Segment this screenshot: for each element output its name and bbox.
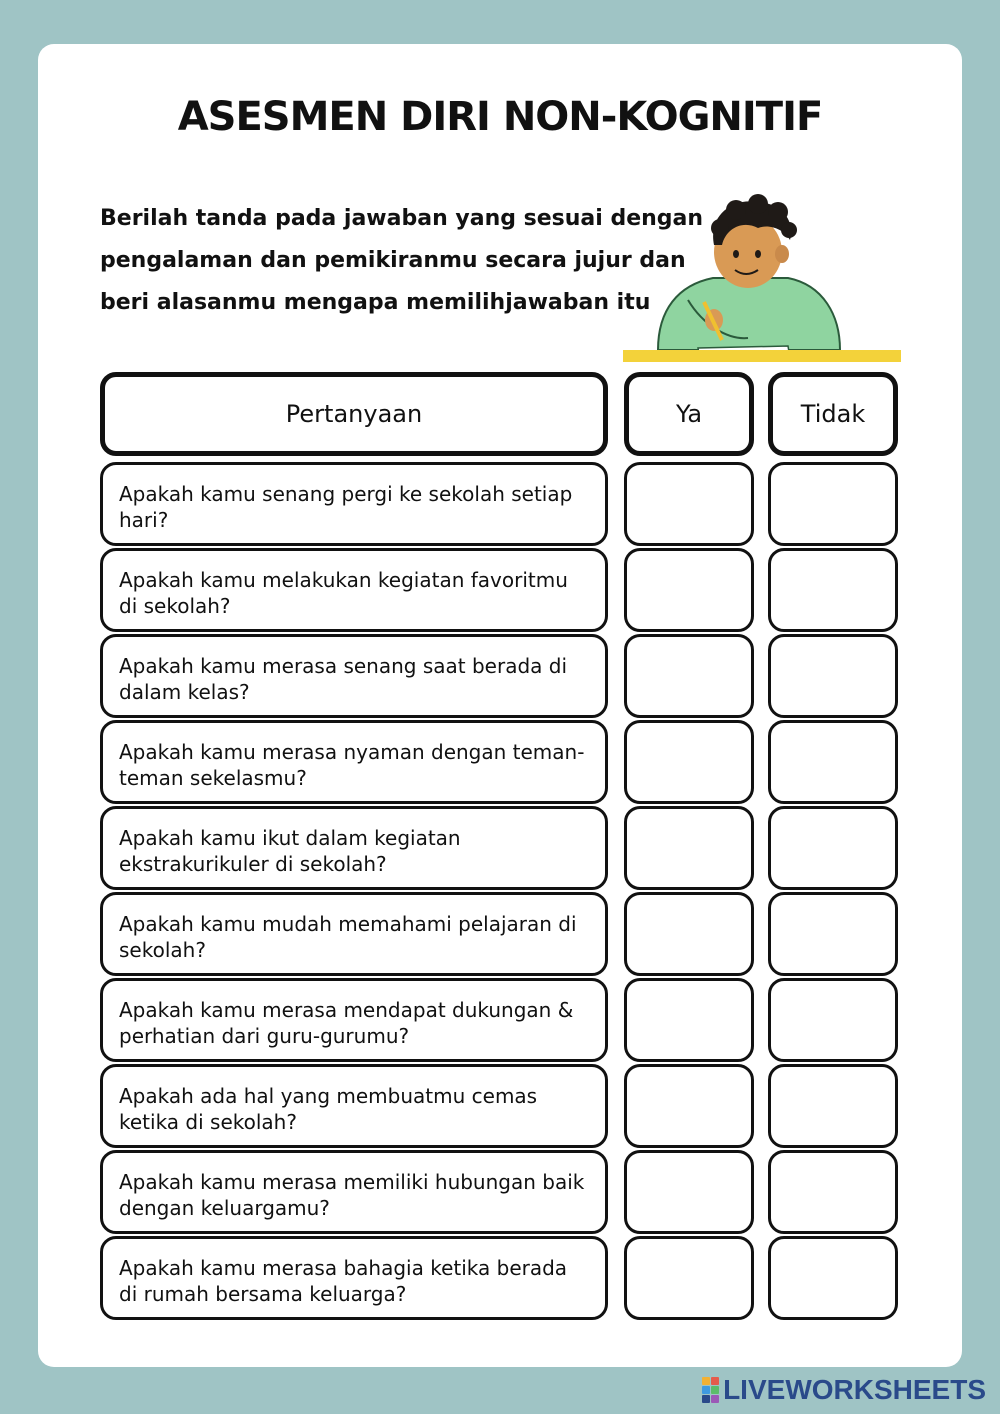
header-yes-label: Ya bbox=[675, 400, 703, 428]
question-row: Apakah kamu ikut dalam kegiatan ekstrakurikuler di sekolah? bbox=[100, 806, 608, 890]
question-row: Apakah kamu melakukan kegiatan favoritmu di sekolah? bbox=[100, 548, 608, 632]
answer-no-checkbox[interactable] bbox=[768, 892, 898, 976]
answer-no-checkbox[interactable] bbox=[768, 1064, 898, 1148]
header-question bbox=[100, 372, 608, 456]
header-no bbox=[768, 372, 898, 456]
question-row: Apakah kamu mudah memahami pelajaran di sekolah? bbox=[100, 892, 608, 976]
question-row: Apakah kamu merasa senang saat berada di dalam kelas? bbox=[100, 634, 608, 718]
answer-yes-checkbox[interactable] bbox=[624, 634, 754, 718]
answer-yes-checkbox[interactable] bbox=[624, 548, 754, 632]
answer-yes-checkbox[interactable] bbox=[624, 1150, 754, 1234]
answer-yes-checkbox[interactable] bbox=[624, 1236, 754, 1320]
question-row: Apakah kamu merasa memiliki hubungan baik dengan keluargamu? bbox=[100, 1150, 608, 1234]
answer-no-checkbox[interactable] bbox=[768, 1150, 898, 1234]
answer-no-checkbox[interactable] bbox=[768, 806, 898, 890]
answer-no-checkbox[interactable] bbox=[768, 634, 898, 718]
answer-no-checkbox[interactable] bbox=[768, 720, 898, 804]
answer-no-checkbox[interactable] bbox=[768, 462, 898, 546]
liveworksheets-logo-icon bbox=[702, 1377, 719, 1403]
question-row: Apakah kamu senang pergi ke sekolah setiap hari? bbox=[100, 462, 608, 546]
header-no-label: Tidak bbox=[800, 400, 866, 428]
question-row: Apakah kamu merasa nyaman dengan teman-teman sekelasmu? bbox=[100, 720, 608, 804]
header-question-label: Pertanyaan bbox=[285, 400, 423, 428]
answer-yes-checkbox[interactable] bbox=[624, 720, 754, 804]
question-row: Apakah kamu merasa bahagia ketika berada di rumah bersama keluarga? bbox=[100, 1236, 608, 1320]
watermark-text: LIVEWORKSHEETS bbox=[723, 1374, 986, 1405]
answer-no-checkbox[interactable] bbox=[768, 978, 898, 1062]
worksheet-title: ASESMEN DIRI NON-KOGNITIF bbox=[177, 94, 823, 140]
answer-yes-checkbox[interactable] bbox=[624, 1064, 754, 1148]
answer-yes-checkbox[interactable] bbox=[624, 978, 754, 1062]
liveworksheets-watermark bbox=[702, 1374, 986, 1406]
answer-no-checkbox[interactable] bbox=[768, 548, 898, 632]
instructions-text: Berilah tanda pada jawaban yang sesuai dengan pengalaman dan pemikiranmu secara jujur dan beri alasanmu mengapa memilihjawaban itu bbox=[100, 206, 704, 315]
student-writing-illustration bbox=[618, 190, 908, 370]
answer-yes-checkbox[interactable] bbox=[624, 462, 754, 546]
answer-yes-checkbox[interactable] bbox=[624, 892, 754, 976]
question-row: Apakah kamu merasa mendapat dukungan & perhatian dari guru-gurumu? bbox=[100, 978, 608, 1062]
answer-no-checkbox[interactable] bbox=[768, 1236, 898, 1320]
header-yes bbox=[624, 372, 754, 456]
answer-yes-checkbox[interactable] bbox=[624, 806, 754, 890]
question-row: Apakah ada hal yang membuatmu cemas ketika di sekolah? bbox=[100, 1064, 608, 1148]
